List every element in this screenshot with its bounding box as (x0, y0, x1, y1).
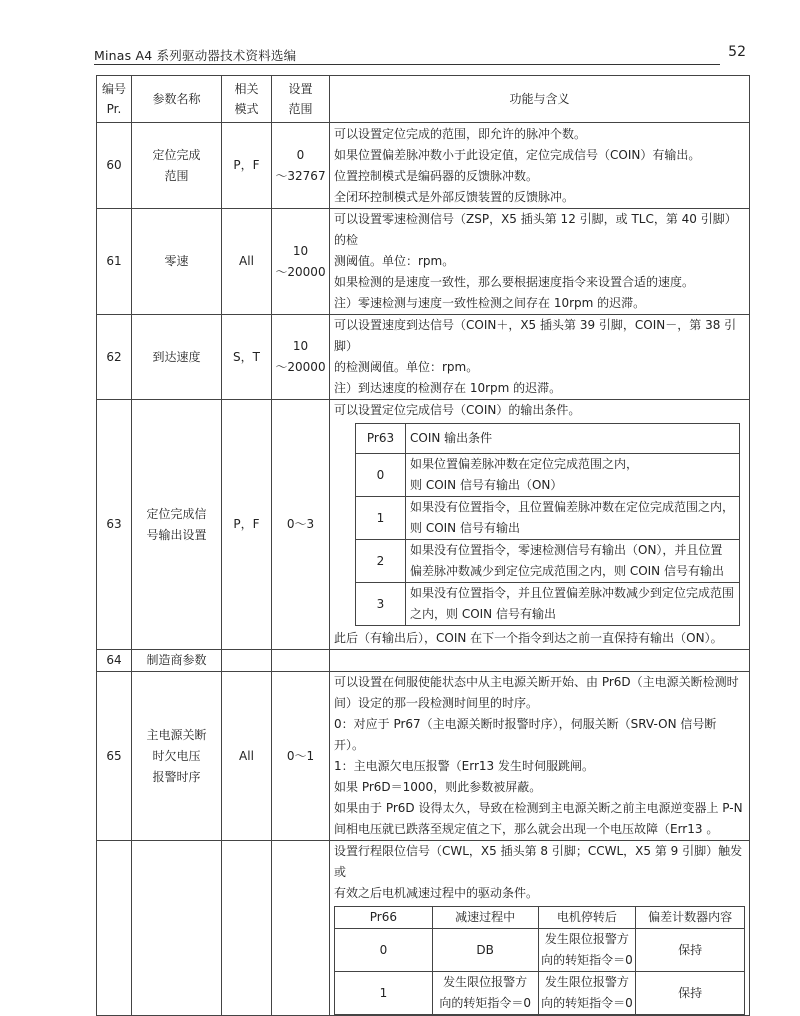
param-mode: P，F (222, 123, 272, 209)
subtable-condition: 如果位置偏差脉冲数在定位完成范围之内， 则 COIN 信号有输出（ON） (406, 454, 740, 497)
param-description: 设置行程限位信号（CWL，X5 插头第 8 引脚；CCWL，X5 第 9 引脚）触发或 有效之后电机减速过程中的驱动条件。 Pr66 减速过程中 电机停转后 偏差计数器内容 0 DB 发生限位报警方 向的转矩指令＝0 保持 1 发生限位报警方 向的转矩指令＝0 发生限位报警方 向的转矩指令＝0 保持 (330, 841, 750, 1016)
subtable-row (356, 583, 740, 626)
subtable-value: 1 (356, 497, 406, 540)
param-number: 64 (97, 650, 132, 672)
header-rule (94, 64, 720, 65)
param-name: 到达速度 (132, 315, 222, 400)
param-mode: P，F (222, 400, 272, 650)
page-header (94, 44, 746, 66)
table-row (97, 209, 750, 315)
subtable-value: 1 (335, 972, 433, 1015)
document-title: Minas A4 系列驱动器技术资料选编 (94, 48, 297, 63)
param-mode (222, 841, 272, 1016)
subtable-row (335, 972, 745, 1015)
subtable-row (335, 929, 745, 972)
param-range: 0～3 (272, 400, 330, 650)
param-name: 主电源关断 时欠电压 报警时序 (132, 672, 222, 841)
param-name: 定位完成信 号输出设置 (132, 400, 222, 650)
param-number (97, 841, 132, 1016)
param-mode (222, 650, 272, 672)
subtable-row (356, 540, 740, 583)
param-number: 65 (97, 672, 132, 841)
subtable-value: 0 (356, 454, 406, 497)
subtable-decel: DB (432, 929, 538, 972)
subtable-counter: 保持 (636, 929, 745, 972)
subtable-header-value: Pr66 (335, 907, 433, 929)
subtable-decel: 发生限位报警方 向的转矩指令＝0 (432, 972, 538, 1015)
param-mode: S，T (222, 315, 272, 400)
subtable-header-row (335, 907, 745, 929)
header-param-name: 参数名称 (132, 76, 222, 123)
table-row (97, 650, 750, 672)
param-description: 可以设置定位完成信号（COIN）的输出条件。 Pr63 COIN 输出条件 0 如果位置偏差脉冲数在定位完成范围之内， 则 COIN 信号有输出（ON） 1 如果没有位置指令，且位置偏差脉冲数在定位完成范围之内， 则 COIN 信号有输出 2 如果没有位置指令，零速检测信号有输出（ON），并且位置 偏差脉冲数减少到定位完成范围之内，则 COIN 信号有输出 3 如果没有位置指令，并且位置偏差脉冲数减少到定位完成范围 之内，则 COIN 信号有输出 此后（有输出后），COIN 在下一个指令到达之前一直保持有输出（ON）。 (330, 400, 750, 650)
subtable-stop: 发生限位报警方 向的转矩指令＝0 (538, 972, 636, 1015)
limit-stop-subtable (334, 906, 745, 1015)
header-number: 编号 Pr. (97, 76, 132, 123)
subtable-header-stop: 电机停转后 (538, 907, 636, 929)
coin-condition-subtable (355, 423, 740, 626)
subtable-counter: 保持 (636, 972, 745, 1015)
subtable-row (356, 454, 740, 497)
header-function: 功能与含义 (330, 76, 750, 123)
subtable-condition: 如果没有位置指令，且位置偏差脉冲数在定位完成范围之内， 则 COIN 信号有输出 (406, 497, 740, 540)
param-mode: All (222, 209, 272, 315)
param-name: 定位完成 范围 (132, 123, 222, 209)
param-range: 10 ～20000 (272, 209, 330, 315)
param-range: 10 ～20000 (272, 315, 330, 400)
subtable-condition: 如果没有位置指令，并且位置偏差脉冲数减少到定位完成范围 之内，则 COIN 信号有输出 (406, 583, 740, 626)
subtable-row (356, 497, 740, 540)
page-number: 52 (728, 44, 746, 60)
param-name (132, 841, 222, 1016)
subtable-stop: 发生限位报警方 向的转矩指令＝0 (538, 929, 636, 972)
subtable-value: 2 (356, 540, 406, 583)
header-mode: 相关 模式 (222, 76, 272, 123)
table-header-row (97, 76, 750, 123)
subtable-header-decel: 减速过程中 (432, 907, 538, 929)
param-number: 60 (97, 123, 132, 209)
subtable-value: 3 (356, 583, 406, 626)
parameter-table (96, 75, 750, 1016)
table-row (97, 123, 750, 209)
table-row (97, 400, 750, 650)
param-mode: All (222, 672, 272, 841)
subtable-header-value: Pr63 (356, 424, 406, 454)
param-description: 可以设置速度到达信号（COIN＋，X5 插头第 39 引脚，COIN－，第 38 引脚） 的检测阈值。单位：rpm。 注）到达速度的检测存在 10rpm 的迟滞。 (330, 315, 750, 400)
param-description (330, 650, 750, 672)
param-number: 63 (97, 400, 132, 650)
table-row (97, 672, 750, 841)
param-range: 0 ～32767 (272, 123, 330, 209)
param-name: 制造商参数 (132, 650, 222, 672)
param-number: 61 (97, 209, 132, 315)
subtable-header-condition: COIN 输出条件 (406, 424, 740, 454)
subtable-header-counter: 偏差计数器内容 (636, 907, 745, 929)
param-name: 零速 (132, 209, 222, 315)
table-row (97, 841, 750, 1016)
subtable-value: 0 (335, 929, 433, 972)
table-row (97, 315, 750, 400)
param-description: 可以设置在伺服使能状态中从主电源关断开始、由 Pr6D（主电源关断检测时 间）设定的那一段检测时间里的时序。 0：对应于 Pr67（主电源关断时报警时序），伺服关断（SRV-ON 信号断开）。 1：主电源欠电压报警（Err13 发生时伺服跳闸。 如果 Pr6D＝1000，则此参数被屏蔽。 如果由于 Pr6D 设得太久，导致在检测到主电源关断之前主电源逆变器上 P-N 间相电压就已跌落至规定值之下，那么就会出现一个电压故障（Err13 。 (330, 672, 750, 841)
param-range (272, 650, 330, 672)
header-range: 设置 范围 (272, 76, 330, 123)
param-range: 0～1 (272, 672, 330, 841)
subtable-header-row (356, 424, 740, 454)
param-description: 可以设置定位完成的范围，即允许的脉冲个数。 如果位置偏差脉冲数小于此设定值，定位完成信号（COIN）有输出。 位置控制模式是编码器的反馈脉冲数。 全闭环控制模式是外部反馈装置的反馈脉冲。 (330, 123, 750, 209)
param-range (272, 841, 330, 1016)
param-number: 62 (97, 315, 132, 400)
subtable-condition: 如果没有位置指令，零速检测信号有输出（ON），并且位置 偏差脉冲数减少到定位完成范围之内，则 COIN 信号有输出 (406, 540, 740, 583)
param-description: 可以设置零速检测信号（ZSP，X5 插头第 12 引脚，或 TLC，第 40 引脚）的检 测阈值。单位：rpm。 如果检测的是速度一致性，那么要根据速度指令来设置合适的速度。 注）零速检测与速度一致性检测之间存在 10rpm 的迟滞。 (330, 209, 750, 315)
